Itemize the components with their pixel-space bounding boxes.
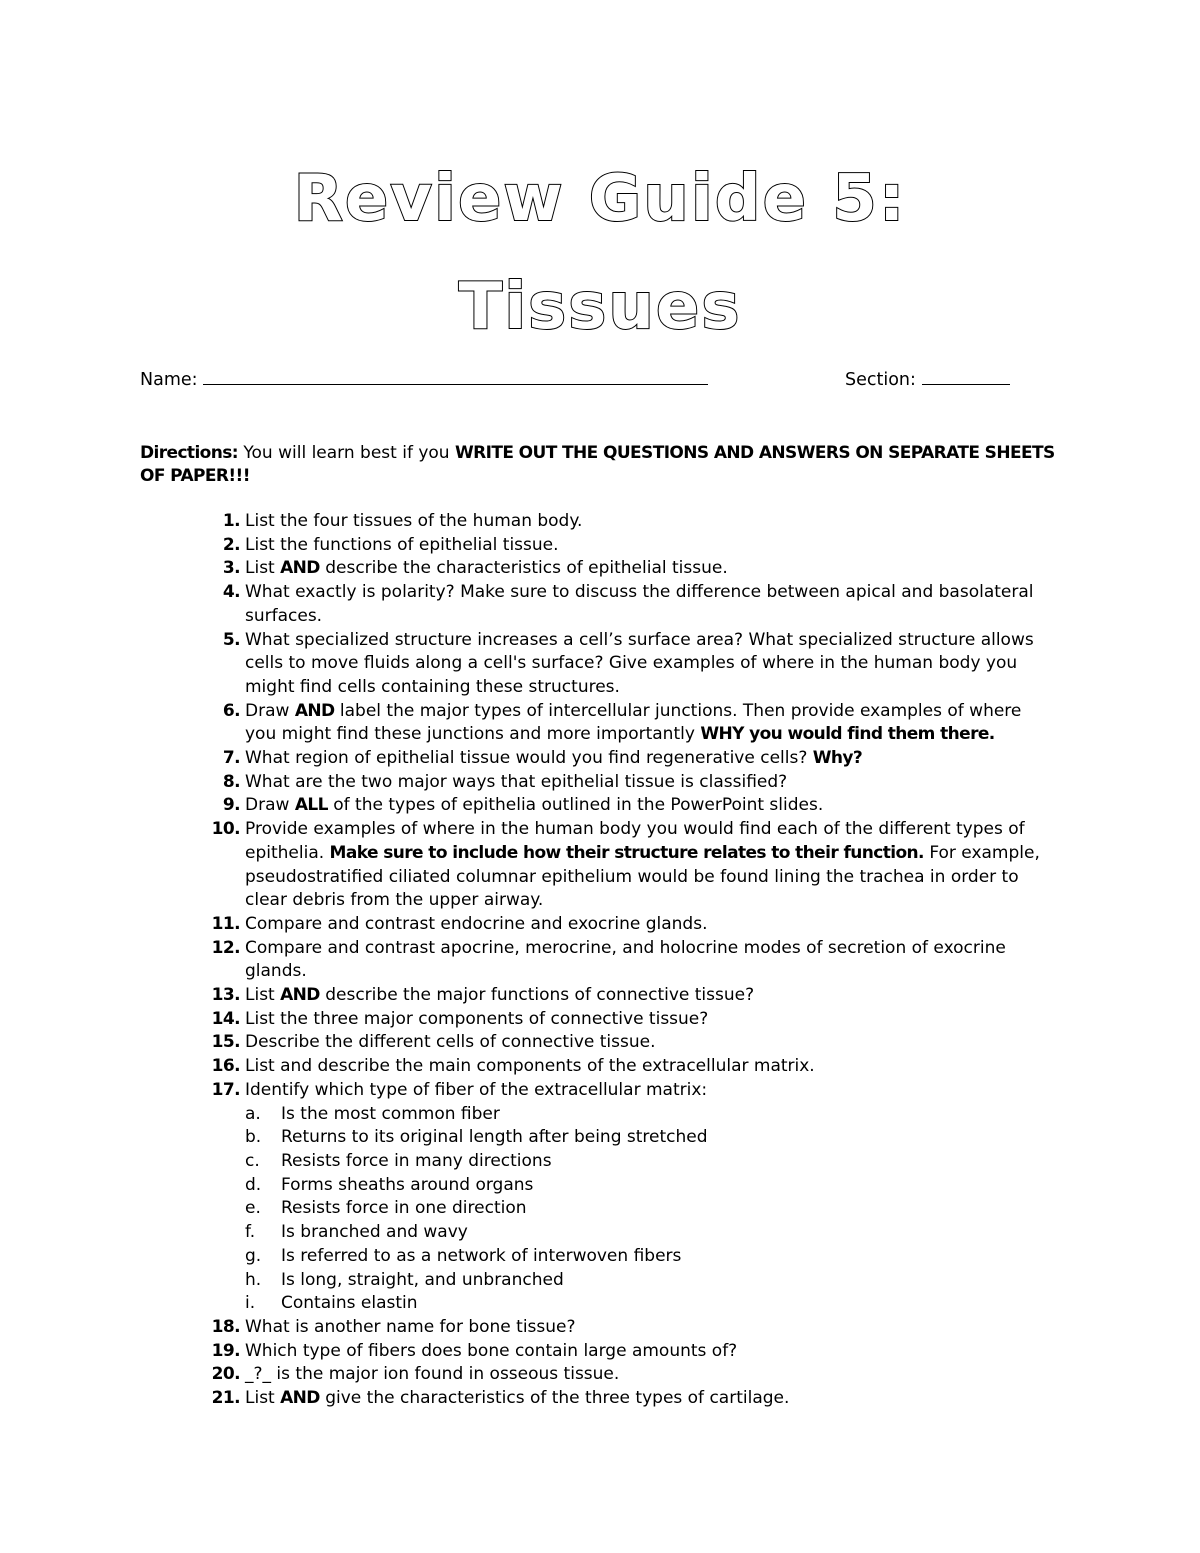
question-number: 12. — [211, 937, 240, 958]
question-item — [200, 771, 1050, 795]
question-text: Which type of fibers does bone contain large amounts of? — [245, 1340, 738, 1361]
question-number: 13. — [211, 985, 240, 1006]
question-text: What is another name for bone tissue? — [245, 1316, 576, 1337]
question-number: 18. — [211, 1316, 240, 1337]
sub-question-letter: d. — [245, 1174, 262, 1195]
question-number: 1. — [222, 511, 240, 531]
question-number: 17. — [211, 1079, 240, 1100]
question-text: List the functions of epithelial tissue. — [245, 534, 559, 555]
question-emphasis: AND — [280, 558, 320, 579]
name-blank-line — [203, 368, 708, 385]
question-item — [200, 1387, 1050, 1411]
sub-question-letter: e. — [245, 1198, 261, 1219]
question-item — [200, 510, 1050, 534]
sub-question-letter: f. — [245, 1222, 256, 1243]
question-item — [200, 818, 1050, 913]
question-text: label the major types of intercellular junctions. Then provide examples of where you might find these junctions and more importantly — [245, 700, 1022, 745]
question-item — [200, 984, 1050, 1008]
page-title-line1: Review Guide 5: — [293, 162, 907, 236]
question-text: describe the characteristics of epithelial tissue. — [319, 558, 728, 579]
sub-question-item — [245, 1103, 1050, 1127]
question-item — [200, 1031, 1050, 1055]
question-text: Compare and contrast endocrine and exocrine glands. — [245, 913, 708, 934]
sub-question-text: Returns to its original length after being stretched — [281, 1127, 708, 1148]
question-number: 9. — [222, 795, 240, 816]
question-emphasis: AND — [280, 1388, 320, 1409]
directions-emphasis: WRITE OUT THE QUESTIONS AND ANSWERS ON SEPARATE SHEETS OF PAPER!!! — [140, 443, 1055, 486]
question-number: 3. — [222, 558, 240, 579]
question-number: 14. — [211, 1008, 240, 1029]
question-item — [200, 794, 1050, 818]
question-text: Draw — [245, 795, 295, 816]
question-item — [200, 700, 1050, 747]
question-number: 19. — [211, 1340, 240, 1361]
sub-question-text: Is referred to as a network of interwoven fibers — [281, 1245, 682, 1266]
question-item — [200, 937, 1050, 984]
question-number: 10. — [211, 819, 240, 840]
question-emphasis: WHY you would find them there. — [700, 724, 995, 745]
sub-question-item — [245, 1150, 1050, 1174]
question-item — [200, 534, 1050, 558]
sub-question-item — [245, 1221, 1050, 1245]
question-text: For example, pseudostratified ciliated columnar epithelium would be found lining the trachea in order to clear debris from the upper airway. — [245, 842, 1040, 911]
question-item — [200, 1363, 1050, 1387]
sub-question-text: Is long, straight, and unbranched — [281, 1269, 564, 1290]
question-item — [200, 629, 1050, 700]
sub-question-item — [245, 1197, 1050, 1221]
question-text: _?_ is the major ion found in osseous tissue. — [245, 1364, 620, 1385]
sub-question-letter: a. — [245, 1103, 261, 1124]
name-label: Name: — [140, 370, 198, 390]
sub-question-text: Contains elastin — [281, 1293, 418, 1314]
question-item — [200, 913, 1050, 937]
question-text: What region of epithelial tissue would you find regenerative cells? — [245, 748, 813, 769]
section-blank-line — [922, 368, 1010, 385]
sub-question-item — [245, 1126, 1050, 1150]
question-number: 20. — [211, 1364, 240, 1385]
question-text: Identify which type of fiber of the extracellular matrix: — [245, 1079, 708, 1100]
question-number: 5. — [222, 629, 240, 650]
name-field[interactable] — [140, 368, 708, 390]
question-text: What are the two major ways that epithelial tissue is classified? — [245, 771, 788, 792]
question-text: Describe the different cells of connective tissue. — [245, 1032, 656, 1053]
sub-question-text: Is the most common fiber — [281, 1103, 500, 1124]
question-text: Draw — [245, 700, 295, 721]
sub-question-item — [245, 1292, 1050, 1316]
question-emphasis: Why? — [812, 748, 863, 769]
section-field[interactable] — [845, 368, 1010, 390]
question-item — [200, 1055, 1050, 1079]
question-emphasis: ALL — [294, 795, 328, 816]
sub-question-letter: i. — [245, 1293, 256, 1314]
sub-question-text: Forms sheaths around organs — [281, 1174, 534, 1195]
question-text: List — [245, 558, 281, 579]
question-number: 15. — [211, 1032, 240, 1053]
question-number: 11. — [211, 913, 240, 934]
question-item — [200, 1008, 1050, 1032]
question-item — [200, 1079, 1050, 1316]
sub-question-letter: h. — [245, 1269, 262, 1290]
sub-question-letter: g. — [245, 1245, 262, 1266]
question-item — [200, 557, 1050, 581]
question-text: List — [245, 1388, 281, 1409]
question-text: List the three major components of connective tissue? — [245, 1008, 709, 1029]
question-text: Provide examples of where in the human body you would find each of the different types of epithelia. — [245, 819, 1025, 863]
question-text: List — [245, 985, 281, 1006]
question-number: 7. — [222, 748, 240, 769]
question-item — [200, 581, 1050, 628]
sub-question-text: Is branched and wavy — [281, 1222, 468, 1243]
question-emphasis: AND — [280, 985, 320, 1006]
question-number: 2. — [222, 534, 240, 555]
question-list — [200, 510, 1050, 1411]
question-text: List the four tissues of the human body. — [245, 511, 583, 531]
question-emphasis: AND — [294, 700, 335, 721]
question-text: List and describe the main components of the extracellular matrix. — [245, 1056, 815, 1077]
directions — [140, 442, 1060, 488]
directions-text: You will learn best if you — [237, 443, 455, 463]
question-text: give the characteristics of the three types of cartilage. — [319, 1388, 790, 1409]
sub-question-text: Resists force in one direction — [281, 1198, 527, 1219]
section-label: Section: — [845, 370, 916, 390]
question-emphasis: Make sure to include how their structure relates to their function. — [329, 842, 924, 863]
question-item — [200, 747, 1050, 771]
question-text: What specialized structure increases a cell’s surface area? What specialized structure allows cells to move fluids along a cell's surface? Give examples of where in the human body you might find cells containing these structures. — [245, 629, 1034, 697]
sub-question-list — [245, 1103, 1050, 1316]
question-text: describe the major functions of connective tissue? — [319, 985, 755, 1006]
question-number: 21. — [211, 1388, 240, 1409]
sub-question-letter: c. — [245, 1150, 260, 1171]
question-number: 8. — [222, 771, 240, 792]
sub-question-item — [245, 1174, 1050, 1198]
question-item — [200, 1316, 1050, 1340]
sub-question-letter: b. — [245, 1127, 262, 1148]
sub-question-item — [245, 1245, 1050, 1269]
page-title-line2: Tissues — [458, 270, 742, 344]
directions-label: Directions: — [140, 443, 238, 463]
question-number: 16. — [211, 1056, 240, 1077]
question-number: 4. — [222, 582, 240, 603]
sub-question-item — [245, 1269, 1050, 1293]
question-item — [200, 1340, 1050, 1364]
question-text: Compare and contrast apocrine, merocrine, and holocrine modes of secretion of exocrine glands. — [245, 937, 1006, 982]
question-text: What exactly is polarity? Make sure to discuss the difference between apical and basolateral surfaces. — [245, 582, 1034, 626]
question-number: 6. — [222, 700, 240, 721]
question-text: of the types of epithelia outlined in the PowerPoint slides. — [327, 795, 824, 816]
sub-question-text: Resists force in many directions — [281, 1150, 552, 1171]
